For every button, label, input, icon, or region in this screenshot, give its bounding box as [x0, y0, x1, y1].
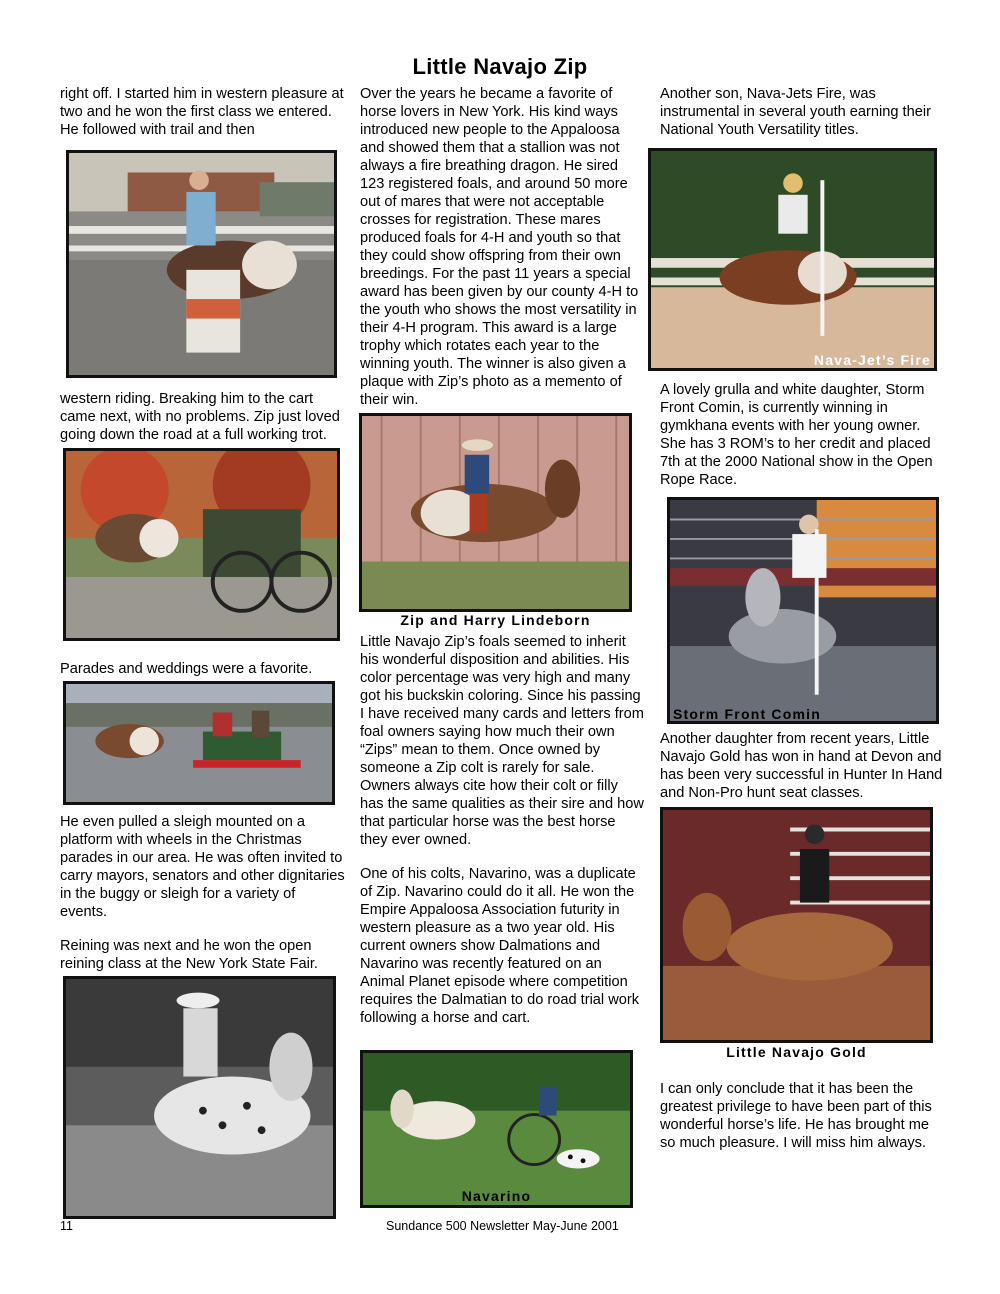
col3-paragraph-2: A lovely grulla and white daughter, Storm Front Comin, is currently winning in gymkhana events with her young owner. She has 3 ROM’s to her credit and placed 7th at the 2000 National show in the Open Rope Race.	[660, 382, 933, 488]
photo-zip-and-harry	[359, 413, 632, 612]
photo-little-navajo-gold	[660, 807, 933, 1043]
photo-nava-jets-fire	[648, 148, 937, 371]
col1-paragraph-2: western riding. Breaking him to the cart came next, with no problems. Zip just loved going down the road at a full working trot.	[60, 391, 340, 443]
photo-storm-front-comin	[667, 497, 939, 724]
photo-barrel-racing	[66, 150, 337, 378]
publication-footer: Sundance 500 Newsletter May-June 2001	[386, 1219, 619, 1233]
col3-paragraph-3: Another daughter from recent years, Little Navajo Gold has won in hand at Devon and has been very successful in Hunter In Hand and Non-Pro hunt seat classes.	[660, 731, 943, 801]
caption-nava-jets-fire: Nava-Jet’s Fire	[813, 352, 931, 368]
col3-paragraph-4: I can only conclude that it has been the greatest privilege to have been part of this wonderful horse’s life. He has brought me so much pleasure. I will miss him always.	[660, 1081, 932, 1151]
caption-storm-front-comin: Storm Front Comin	[673, 706, 821, 722]
caption-little-navajo-gold: Little Navajo Gold	[726, 1044, 867, 1060]
caption-zip-and-harry: Zip and Harry Lindeborn	[400, 612, 591, 628]
col1-paragraph-1: right off. I started him in western pleasure at two and he won the first class we entered. He followed with trail and then	[60, 86, 344, 138]
col2-paragraph-3: One of his colts, Navarino, was a duplicate of Zip. Navarino could do it all. He won the Empire Appaloosa Association futurity in western pleasure as a two year old. His current owners show Dalmations and Navarino was recently featured on an Animal Planet episode where competition requires the Dalmatian to do road trial work following a horse and cart.	[360, 866, 640, 1026]
photo-cart-autumn	[63, 448, 340, 641]
caption-navarino: Navarino	[461, 1188, 532, 1204]
col2-paragraph-2: Little Navajo Zip’s foals seemed to inherit his wonderful disposition and abilities. His color percentage was very high and many got his buckskin coloring. Since his passing I have received many cards and letters from foal owners saying how much their own “Zips” mean to them. Once owned by someone a Zip colt is rarely for sale. Owners always cite how their colt or filly has the same qualities as their sire and how that particular horse was the best horse they ever owned.	[360, 634, 644, 848]
col1-paragraph-4: He even pulled a sleigh mounted on a platform with wheels in the Christmas parades in our area. He was often invited to carry mayors, senators and other dignitaries in the buggy or sleigh for a variety of events.	[60, 814, 345, 920]
col3-paragraph-1: Another son, Nava-Jets Fire, was instrumental in several youth earning their National Youth Versatility titles.	[660, 86, 931, 138]
col2-paragraph-1: Over the years he became a favorite of horse lovers in New York. His kind ways introduced new people to the Appaloosa and showed them that a stallion was not always a fire breathing dragon. He sired 123 registered foals, and around 50 more out of mares that were not acceptable crosses for registration. These mares produced foals for 4-H and youth so that they could show offspring from their own breedings. For the past 11 years a special award has been given by our county 4-H to the youth who shows the most versatility in their 4-H program. This award is a large trophy which rotates each year to the winning youth. The winner is also given a plaque with Zip’s photo as a memento of their win.	[360, 86, 639, 408]
photo-navarino	[360, 1050, 633, 1208]
photo-reining-bw	[63, 976, 336, 1219]
article-title: Little Navajo Zip	[412, 54, 588, 79]
page-number: 11	[60, 1219, 73, 1233]
col1-paragraph-3: Parades and weddings were a favorite.	[60, 661, 313, 677]
photo-sleigh-parade	[63, 681, 335, 805]
col1-paragraph-5: Reining was next and he won the open reining class at the New York State Fair.	[60, 938, 318, 972]
